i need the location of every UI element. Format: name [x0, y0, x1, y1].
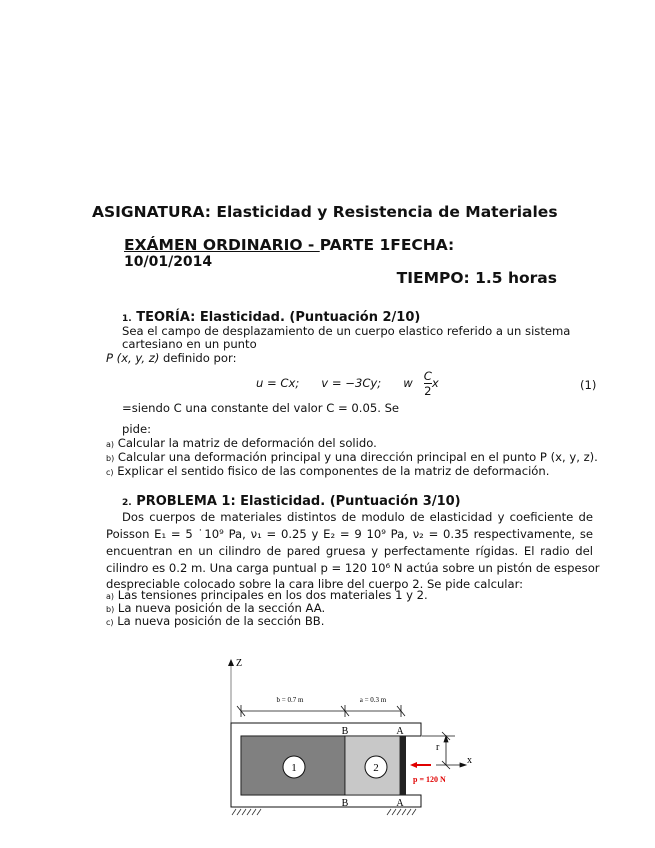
subject-title: ASIGNATURA: Elasticidad y Resistencia de Materiales	[92, 203, 558, 221]
list-item	[106, 588, 428, 602]
list-item	[106, 464, 549, 478]
exam-title-underlined: EXÁMEN ORDINARIO -	[124, 236, 320, 254]
list-text: La nueva posición de la sección BB.	[117, 614, 325, 628]
exam-title-rest: PARTE 1FECHA:	[319, 236, 455, 254]
z-axis	[228, 658, 242, 723]
exam-time: TIEMPO: 1.5 horas	[396, 269, 557, 287]
list-text: La nueva posición de la sección AA.	[117, 601, 326, 615]
load-arrow	[410, 762, 431, 768]
section2-para-line: Poisson E₁ = 5 ˙10⁹ Pa, ν₁ = 0.25 y E₂ = 9 10⁹ Pa, ν₂ = 0.35 respectivamente, se	[106, 527, 593, 541]
list-text: Las tensiones principales en los dos materiales 1 y 2.	[117, 588, 428, 602]
dimension-line	[237, 705, 405, 717]
list-text: Explicar el sentido fisico de las componentes de la matriz de deformación.	[117, 464, 550, 478]
list-text: Calcular la matriz de deformación del solido.	[117, 436, 377, 450]
body-2-label: 2	[373, 762, 379, 774]
section1-line1: Sea el campo de desplazamiento de un cuerpo elastico referido a un sistema	[122, 324, 571, 338]
section-a-top: A	[396, 726, 404, 737]
list-marker: c)	[106, 468, 114, 477]
section2-para-line: Dos cuerpos de materiales distintos de modulo de elasticidad y coeficiente de	[122, 510, 593, 524]
eq-numerator: C	[423, 369, 432, 383]
list-marker: a)	[106, 592, 115, 601]
section1-line5: pide:	[122, 422, 151, 436]
section1-line3	[106, 351, 236, 365]
section1-line2: cartesiano en un punto	[122, 337, 257, 351]
eq-v: v = −3Cy;	[321, 376, 382, 390]
section1-line4: =siendo C una constante del valor C = 0.05. Se	[122, 401, 400, 415]
eq-denominator: 2	[424, 384, 432, 398]
z-label: Z	[236, 658, 243, 669]
section2-para-line: encuentran en un cilindro de pared gruesa y perfectamente rígidas. El radio del	[106, 544, 593, 558]
body-1-label: 1	[291, 762, 297, 774]
equation	[256, 369, 439, 398]
section2-heading-text: PROBLEMA 1: Elasticidad. (Puntuación 3/10)	[136, 494, 461, 509]
x-label: x	[467, 755, 472, 766]
x-axis	[436, 761, 466, 769]
section-b-top: B	[341, 726, 349, 737]
dim-b-label: b = 0.7 m	[276, 696, 304, 704]
section2-para-line: despreciable colocado sobre la cara libre del cuerpo 2. Se pide calcular:	[106, 577, 524, 591]
section2-heading	[122, 494, 461, 509]
ground-hatching	[232, 809, 416, 815]
exam-date: 10/01/2014	[124, 254, 213, 270]
section2-number: 2.	[122, 498, 132, 508]
list-marker: b)	[106, 454, 115, 463]
eq-x: x	[431, 376, 439, 390]
list-item	[106, 450, 598, 464]
radius-label: r	[436, 742, 440, 753]
list-item	[106, 614, 324, 628]
list-item	[106, 436, 377, 450]
list-marker: c)	[106, 618, 114, 627]
section2-para-line: cilindro es 0.2 m. Una carga puntual p = 120 10⁶ N actúa sobre un pistón de espesor	[106, 561, 600, 575]
list-text: Calcular una deformación principal y una dirección principal en el punto P (x, y, z).	[117, 450, 598, 464]
eq-w: w	[403, 376, 413, 390]
dim-a-label: a = 0.3 m	[359, 696, 387, 704]
exam-title	[124, 236, 454, 254]
list-marker: a)	[106, 440, 115, 449]
section1-heading-text: TEORÍA: Elasticidad. (Puntuación 2/10)	[136, 310, 421, 325]
section1-line3-rest: definido por:	[159, 351, 237, 365]
eq-fraction	[424, 369, 432, 398]
section-b-bottom: B	[341, 798, 349, 809]
point-p: P (x, y, z)	[106, 351, 160, 365]
list-item	[106, 601, 325, 615]
eq-u: u = Cx;	[256, 376, 300, 390]
load-label: p = 120 N	[413, 775, 446, 784]
cylinder-diagram	[210, 650, 480, 848]
piston	[400, 736, 406, 795]
section1-number: 1.	[122, 314, 132, 324]
section-a-bottom: A	[396, 798, 404, 809]
list-marker: b)	[106, 605, 115, 614]
equation-number: (1)	[580, 378, 597, 392]
section1-heading	[122, 310, 420, 325]
